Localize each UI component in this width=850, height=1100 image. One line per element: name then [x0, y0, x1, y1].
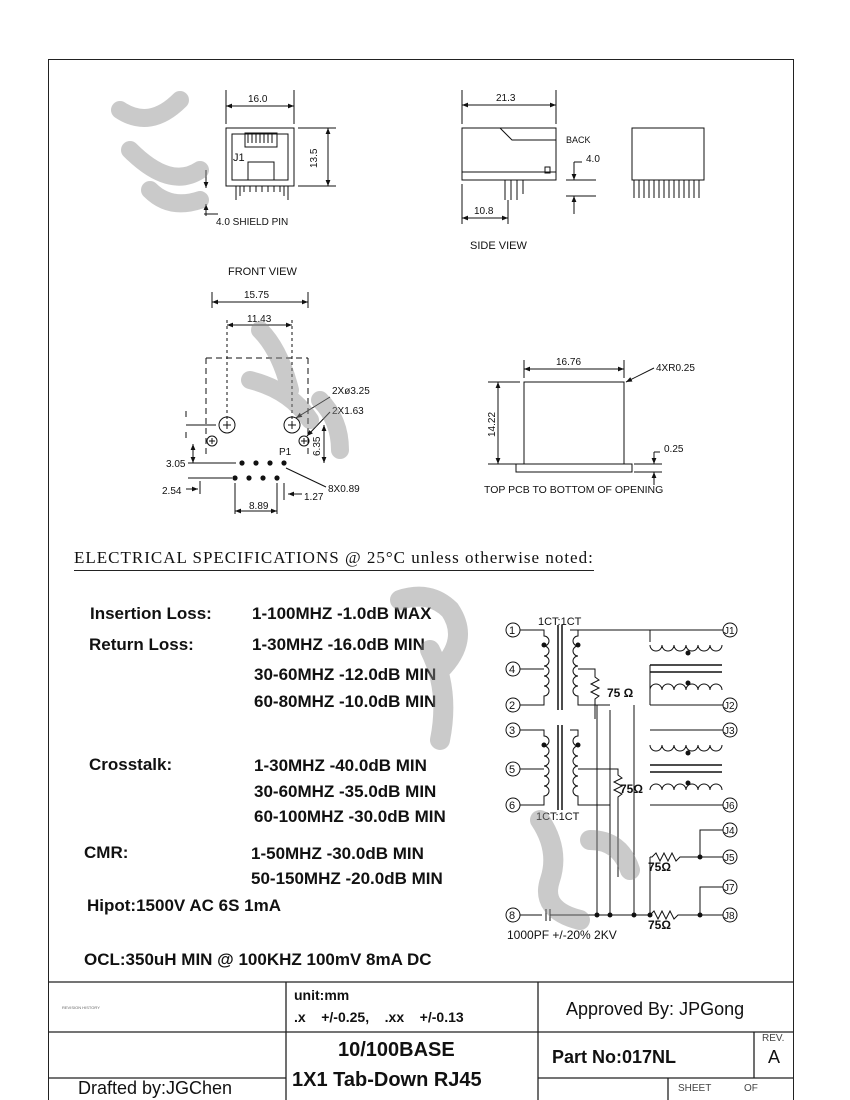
offset-dim: 1.27 [304, 492, 324, 503]
mount-hole-dim: 2Xø3.25 [332, 386, 370, 397]
pin-j5: J5 [724, 853, 735, 864]
pin-8: 8 [509, 910, 516, 922]
of-label: OF [744, 1083, 758, 1094]
resistor-r2: 75Ω [620, 782, 643, 796]
tiny-note: REVISION HISTORY [62, 1005, 100, 1010]
front-view [204, 90, 336, 278]
mechanical-drawing [0, 0, 850, 540]
resistor-r3: 75Ω [648, 860, 671, 874]
pin-4: 4 [509, 664, 516, 676]
approved-by: Approved By: JPGong [566, 999, 745, 1019]
pin-j4: J4 [724, 826, 735, 837]
cmr-2: 50-150MHZ -20.0dB MIN [251, 869, 443, 888]
pin-j6: J6 [724, 801, 735, 812]
part-number: Part No:017NL [552, 1047, 677, 1067]
product-line-1: 10/100BASE [338, 1039, 455, 1061]
pin-j3: J3 [724, 726, 735, 737]
crosstalk-2: 30-60MHZ -35.0dB MIN [254, 782, 437, 801]
insertion-loss-value: 1-100MHZ -1.0dB MAX [252, 604, 432, 623]
ratio-bottom: 1CT:1CT [536, 811, 580, 823]
panel-gap: 0.25 [664, 444, 684, 455]
left-pins [506, 623, 520, 922]
panel-width: 16.76 [556, 357, 582, 368]
product-line-2: 1X1 Tab-Down RJ45 [292, 1069, 482, 1091]
shield-pin-dim: 4.0 SHIELD PIN [216, 217, 289, 228]
return-loss-2: 30-60MHZ -12.0dB MIN [254, 665, 437, 684]
front-width: 16.0 [248, 94, 268, 105]
return-loss-1: 1-30MHZ -16.0dB MIN [252, 635, 425, 654]
crosstalk-1: 1-30MHZ -40.0dB MIN [254, 756, 427, 775]
front-height: 13.5 [309, 148, 320, 168]
span-dim: 8.89 [249, 501, 269, 512]
crosstalk-label: Crosstalk: [89, 755, 173, 774]
right-pins [723, 623, 737, 922]
pin-j2: J2 [724, 701, 735, 712]
insertion-loss-label: Insertion Loss: [90, 604, 212, 623]
rev-value: A [768, 1047, 781, 1067]
pin-j8: J8 [724, 911, 735, 922]
tolerance-label: .x +/-0.25, .xx +/-0.13 [294, 1009, 464, 1025]
panel-caption: TOP PCB TO BOTTOM OF OPENING [484, 484, 664, 496]
pin-6: 6 [509, 800, 516, 812]
back-label: BACK [566, 135, 591, 145]
panel-radius: 4XR0.25 [656, 363, 695, 374]
cmr-1: 1-50MHZ -30.0dB MIN [251, 844, 424, 863]
resistor-r1: 75 Ω [607, 686, 634, 700]
pin-1: 1 [509, 625, 516, 637]
return-loss-label: Return Loss: [89, 635, 194, 654]
jack-label: J1 [233, 152, 245, 164]
drafted-by: Drafted by:JGChen [78, 1078, 233, 1098]
panel-cutout [484, 357, 695, 496]
pin-j1: J1 [724, 626, 735, 637]
side-width: 21.3 [496, 93, 516, 104]
pin-j7: J7 [724, 883, 735, 894]
footprint-inner: 11.43 [247, 314, 272, 325]
cmr-label: CMR: [84, 843, 129, 862]
pin-3: 3 [509, 725, 516, 737]
ocl-spec: OCL:350uH MIN @ 100KHZ 100mV 8mA DC [84, 950, 432, 969]
hipot-spec: Hipot:1500V AC 6S 1mA [87, 896, 281, 915]
sheet-label: SHEET [678, 1083, 712, 1094]
return-loss-3: 60-80MHZ -10.0dB MIN [254, 692, 437, 711]
shield-hole-dim: 2X1.63 [332, 406, 364, 417]
side-view [462, 90, 704, 252]
panel-height: 14.22 [487, 411, 498, 437]
vertical-dim: 6.35 [312, 436, 323, 456]
pin-2: 2 [509, 700, 516, 712]
side-view-caption: SIDE VIEW [470, 240, 527, 252]
back-dim: 4.0 [586, 154, 600, 165]
unit-label: unit:mm [294, 987, 350, 1003]
ratio-top: 1CT:1CT [538, 616, 582, 628]
pin-size-dim: 8X0.89 [328, 484, 360, 495]
resistor-r4: 75Ω [648, 918, 671, 932]
crosstalk-3: 60-100MHZ -30.0dB MIN [254, 807, 446, 826]
pin-5: 5 [509, 764, 516, 776]
pin1-label: P1 [279, 447, 292, 458]
pitch-dim: 2.54 [162, 486, 182, 497]
row-gap-dim: 3.05 [166, 459, 186, 470]
capacitor-label: 1000PF +/-20% 2KV [507, 928, 617, 942]
side-offset: 10.8 [474, 206, 494, 217]
schematic [500, 605, 790, 955]
front-view-caption: FRONT VIEW [228, 266, 297, 278]
electrical-spec-header: ELECTRICAL SPECIFICATIONS @ 25°C unless otherwise noted: [74, 548, 594, 571]
footprint-outer: 15.75 [244, 290, 270, 301]
rev-label: REV. [762, 1033, 785, 1044]
pcb-footprint [162, 290, 370, 514]
